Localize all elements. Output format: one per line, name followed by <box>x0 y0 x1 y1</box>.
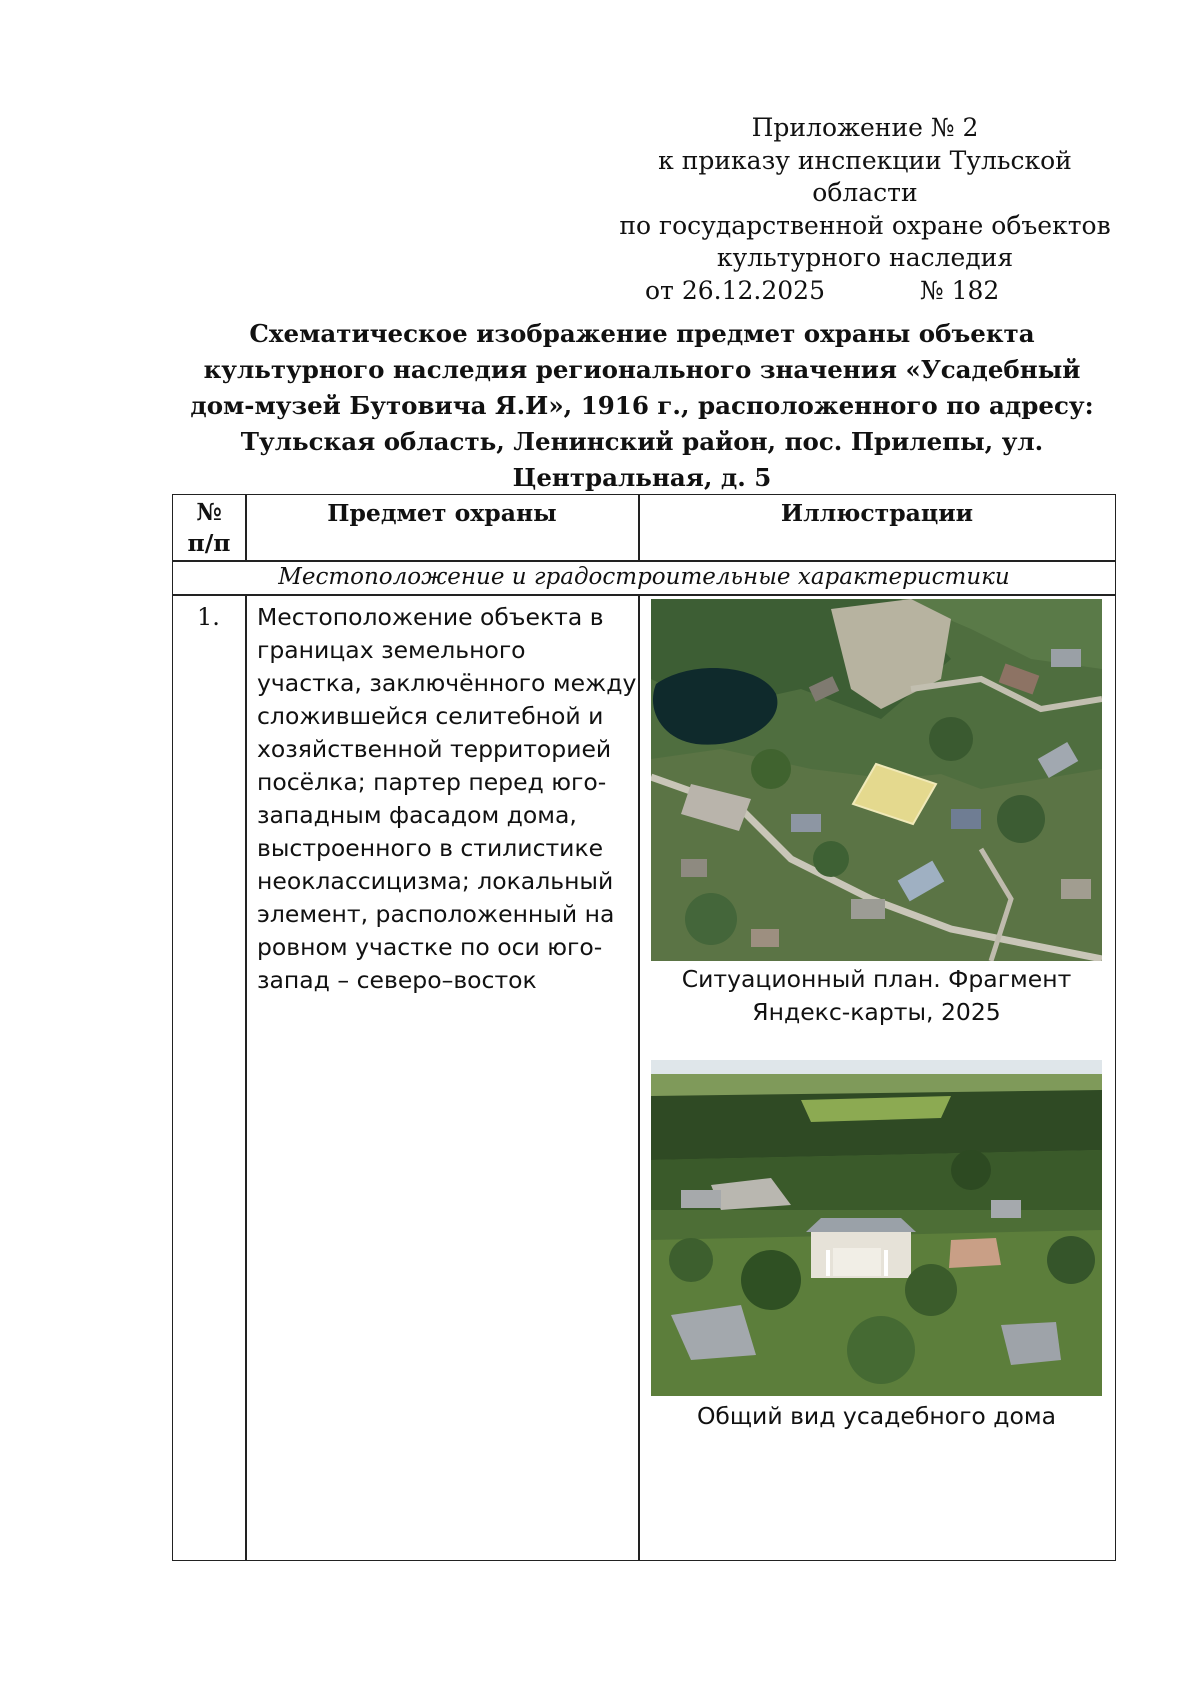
row-number: 1. <box>197 603 220 631</box>
appendix-date-line <box>615 275 1115 308</box>
table-column-divider <box>245 594 247 1560</box>
order-date: от 26.12.2025 <box>645 275 825 305</box>
header-number: № п/п <box>187 498 231 557</box>
section-heading: Местоположение и градостроительные характеристики <box>278 564 1010 590</box>
appendix-order-line: культурного наследия <box>716 243 1014 272</box>
row-description: Местоположение объекта в границах земельного участка, заключённого между сложившейся селитебной и хозяйственной территорией посёлка; партер перед юго-западным фасадом дома, выстроенного в стилистике неоклассицизма; локальный элемент, расположенный на ровном участке по оси юго-запад – северо–восток <box>257 603 637 994</box>
appendix-order-line: к приказу инспекции Тульской области <box>658 145 1072 207</box>
order-number: № 182 <box>920 275 1000 305</box>
image-caption: Ситуационный план. Фрагмент Яндекс-карты, 2025 <box>681 965 1072 1026</box>
table-section-divider <box>173 594 1115 596</box>
aerial-photo-image <box>651 1060 1102 1396</box>
appendix-title: Приложение № 2 <box>751 113 979 142</box>
table-column-divider <box>638 594 640 1560</box>
satellite-map-image <box>651 599 1102 961</box>
protection-table <box>172 494 1116 1561</box>
appendix-order-line: по государственной охране объектов <box>619 210 1111 240</box>
image-caption: Общий вид усадебного дома <box>696 1402 1057 1430</box>
header-subject: Предмет охраны <box>327 499 557 527</box>
header-illustrations: Иллюстрации <box>780 499 974 527</box>
document-title: Схематическое изображение предмет охраны объекта культурного наследия регионального значения «Усадебный дом-музей Бутовича Я.И», 1916 г., расположенного по адресу: Тульская область, Ленинский район, пос. Прилепы, ул. Центральная, д. 5 <box>190 319 1094 492</box>
appendix-header <box>615 112 1115 308</box>
